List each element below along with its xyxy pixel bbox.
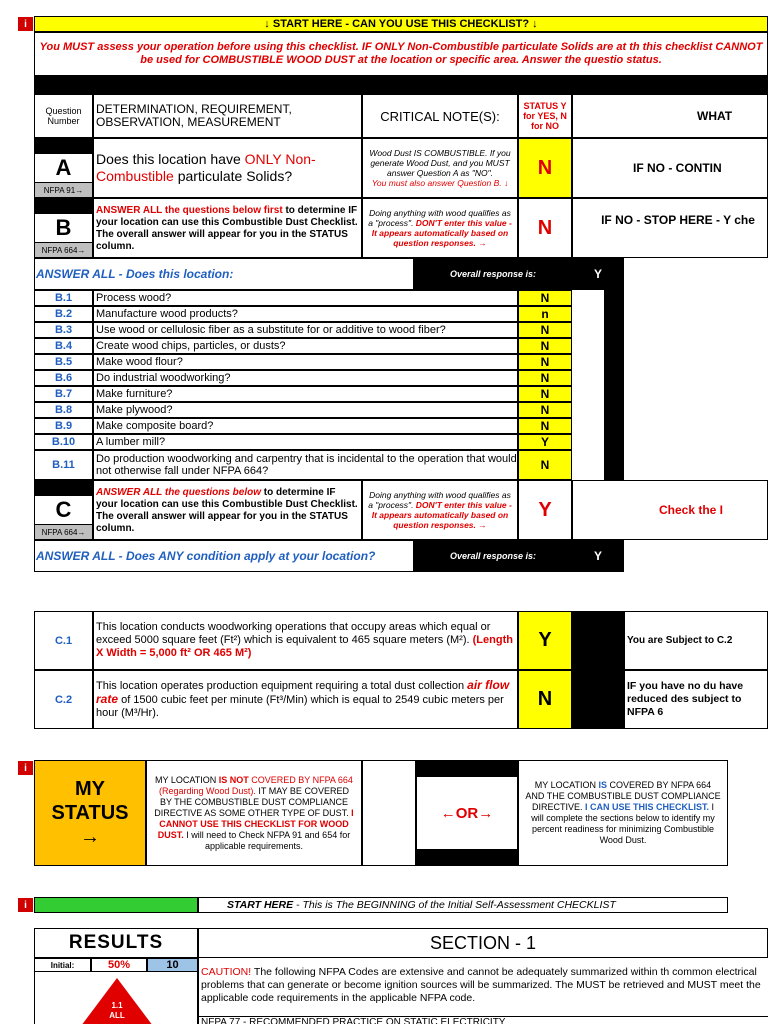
not-covered-red1: IS NOT bbox=[218, 774, 249, 785]
list-item bbox=[34, 290, 572, 306]
initial-label: Initial: bbox=[34, 958, 91, 972]
item-text: Make wood flour? bbox=[93, 354, 518, 370]
section-b-black-bar bbox=[604, 290, 624, 480]
question-a-text bbox=[93, 138, 362, 198]
question-b-post: to determine IF your location can use this Combustible Dust Checklist. The overall answer will appear for you in the STATUS column. bbox=[96, 205, 358, 252]
c2-action: IF you have no du have reduced des subject to NFPA 6 bbox=[624, 670, 768, 729]
item-text: Process wood? bbox=[93, 290, 518, 306]
item-status[interactable]: N bbox=[518, 386, 572, 402]
item-id: B.7 bbox=[34, 386, 93, 402]
c1-text-red: (Length X Width = 5,000 ft² OR 465 M²) bbox=[96, 634, 513, 659]
question-c-red: ANSWER ALL the questions below bbox=[96, 487, 262, 498]
item-id: B.2 bbox=[34, 306, 93, 322]
question-b-action: IF NO - STOP HERE - Y che bbox=[572, 198, 768, 258]
not-covered-red3: I CANNOT USE THIS CHECKLIST FOR WOOD DUST. bbox=[157, 807, 354, 840]
section-c-overall-label: Overall response is: bbox=[414, 540, 572, 572]
question-c-ref[interactable]: NFPA 664→ bbox=[34, 524, 93, 540]
start-info-icon[interactable]: i bbox=[18, 898, 33, 912]
item-id: B.3 bbox=[34, 322, 93, 338]
question-c-black bbox=[34, 480, 93, 496]
initial-percent: 50% bbox=[91, 958, 147, 972]
covered-blue2: I CAN USE THIS CHECKLIST. bbox=[584, 802, 709, 812]
question-a-action: IF NO - CONTIN bbox=[572, 138, 768, 198]
question-a-status[interactable]: N bbox=[518, 138, 572, 198]
list-item bbox=[34, 322, 572, 338]
item-id: B.9 bbox=[34, 418, 93, 434]
c2-status[interactable]: N bbox=[518, 670, 572, 729]
question-b-red: ANSWER ALL the questions below first bbox=[96, 205, 283, 216]
item-status[interactable]: n bbox=[518, 306, 572, 322]
question-a-pre: Does this location have bbox=[96, 151, 245, 167]
covered-blue1: IS bbox=[598, 780, 607, 790]
c2-text-pre: This location operates production equipment requiring a total dust collection bbox=[96, 680, 468, 692]
question-b-text bbox=[93, 198, 362, 258]
list-item bbox=[34, 402, 572, 418]
initial-count: 10 bbox=[147, 958, 198, 972]
question-c-note-black: Doing anything with wood qualifies as a "process". bbox=[368, 490, 511, 510]
my-status-black-bottom bbox=[416, 850, 518, 866]
item-id: B.1 bbox=[34, 290, 93, 306]
question-c-text bbox=[93, 480, 362, 540]
item-id: B.8 bbox=[34, 402, 93, 418]
my-status-title bbox=[34, 760, 146, 866]
item-text: Make furniture? bbox=[93, 386, 518, 402]
self-assessment-banner bbox=[198, 897, 728, 913]
item-text: A lumber mill? bbox=[93, 434, 518, 450]
triangle-label: ALL bbox=[109, 1010, 125, 1020]
list-item bbox=[34, 418, 572, 434]
item-status[interactable]: N bbox=[518, 354, 572, 370]
question-c-post: to determine IF your location can use this Combustible Dust Checklist. The overall answer will appear for you in the STATUS column. bbox=[96, 487, 358, 534]
item-id: B.11 bbox=[34, 450, 93, 480]
list-item bbox=[34, 450, 572, 480]
question-b-letter: B bbox=[34, 214, 93, 242]
covered-post: I will complete the sections below to identify my percent readiness for minimizing Combustible Wood Dust. bbox=[531, 802, 715, 845]
c2-id: C.2 bbox=[34, 670, 93, 729]
start-here-text: - This is The BEGINNING of the Initial Self-Assessment CHECKLIST bbox=[293, 899, 616, 911]
question-number-header: Question Number bbox=[34, 94, 93, 138]
not-covered-red2: COVERED BY NFPA 664 (Regarding Wood Dust). bbox=[159, 774, 353, 796]
item-status[interactable]: N bbox=[518, 450, 572, 480]
item-text: Make plywood? bbox=[93, 402, 518, 418]
item-id: B.4 bbox=[34, 338, 93, 354]
section-b-list bbox=[34, 290, 572, 480]
section-c-black-col bbox=[572, 611, 624, 729]
start-banner: ↓ START HERE - CAN YOU USE THIS CHECKLIST? ↓ bbox=[34, 16, 768, 32]
warning-text: You MUST assess your operation before using this checklist. IF ONLY Non-Combustible particulate Solids are at th this checklist CANNOT be used for COMBUSTIBLE WOOD DUST at the location or specific area. Answer the questio status. bbox=[34, 32, 768, 76]
caution-text bbox=[198, 958, 768, 1016]
item-text: Do production woodworking and carpentry that is incidental to the operation that would not otherwise fall under NFPA 664? bbox=[93, 450, 518, 480]
question-c-status: Y bbox=[518, 480, 572, 540]
item-status[interactable]: N bbox=[518, 290, 572, 306]
question-a-note-red: You must also answer Question B. ↓ bbox=[371, 178, 509, 188]
green-bar bbox=[34, 897, 198, 913]
question-b-black bbox=[34, 198, 93, 214]
section-c-overall-value: Y bbox=[572, 540, 624, 572]
section-b-overall-label: Overall response is: bbox=[414, 258, 572, 290]
question-b-ref[interactable]: NFPA 664→ bbox=[34, 242, 93, 258]
my-status-spacer-left bbox=[362, 760, 416, 866]
critical-notes-header: CRITICAL NOTE(S): bbox=[362, 94, 518, 138]
item-status[interactable]: N bbox=[518, 418, 572, 434]
c1-id: C.1 bbox=[34, 611, 93, 670]
my-status-label: MY STATUS bbox=[51, 778, 129, 824]
question-b-note bbox=[362, 198, 518, 258]
item-status[interactable]: N bbox=[518, 322, 572, 338]
question-b-note-red: DON'T enter this value - It appears automatically based on question responses. → bbox=[371, 218, 512, 248]
item-id: B.5 bbox=[34, 354, 93, 370]
question-c-letter: C bbox=[34, 496, 93, 524]
not-covered-pre: MY LOCATION bbox=[155, 774, 219, 785]
or-arrow: ←OR→ bbox=[416, 776, 518, 850]
c2-text-red: air flow rate bbox=[96, 678, 510, 706]
info-icon[interactable]: i bbox=[18, 17, 33, 31]
question-a-note-black: Wood Dust IS COMBUSTIBLE. If you generate Wood Dust, and you MUST answer Question A as "NO". bbox=[369, 148, 511, 178]
my-status-arrow: → bbox=[80, 826, 100, 848]
caution-label: CAUTION! bbox=[201, 966, 252, 978]
item-status[interactable]: Y bbox=[518, 434, 572, 450]
not-covered-post: I will need to Check NFPA 91 and 654 for applicable requirements. bbox=[183, 829, 351, 851]
caution-body: The following NFPA Codes are extensive and cannot be adequately summarized within th common electrical problems that can generate or become ignition sources will be summarized. The MUST be retrieved and MUST meet the applicable code requirements in the applicable NFPA code. bbox=[201, 966, 761, 1004]
status-header: STATUS Y for YES, N for NO bbox=[518, 94, 572, 138]
item-text: Make composite board? bbox=[93, 418, 518, 434]
item-text: Do industrial woodworking? bbox=[93, 370, 518, 386]
list-item bbox=[34, 386, 572, 402]
question-c-note-red: DON'T enter this value - It appears automatically based on question responses. → bbox=[371, 500, 512, 530]
triangle-box bbox=[34, 972, 198, 1024]
list-item bbox=[34, 370, 572, 386]
list-item bbox=[34, 434, 572, 450]
item-status[interactable]: N bbox=[518, 402, 572, 418]
question-a-black bbox=[34, 138, 93, 154]
question-a-red: ONLY Non-Combustible bbox=[96, 151, 316, 184]
my-status-black-top bbox=[416, 760, 518, 776]
c2-text-main: of 1500 cubic feet per minute (Ft³/Min) which is equal to 2549 cubic meters per hour (M³/Hr). bbox=[96, 694, 504, 719]
item-id: B.10 bbox=[34, 434, 93, 450]
question-a-post: particulate Solids? bbox=[173, 168, 293, 184]
c1-action: You are Subject to C.2 bbox=[624, 611, 768, 670]
c1-text-main: This location conducts woodworking operations that occupy areas which equal or exceed 5000 square feet (Ft²) which is equivalent to 465 square meters (M²). bbox=[96, 621, 491, 646]
covered-mid: COVERED BY NFPA 664 AND THE COMBUSTIBLE DUST COMPLIANCE DIRECTIVE. bbox=[525, 780, 721, 812]
triangle-id: 1.1 bbox=[111, 1000, 123, 1010]
list-item bbox=[34, 354, 572, 370]
question-b-note-black: Doing anything with wood qualifies as a "process". bbox=[368, 208, 511, 228]
c1-status[interactable]: Y bbox=[518, 611, 572, 670]
section-b-overall-value: Y bbox=[572, 258, 624, 290]
not-covered-mid: IT MAY BE COVERED BY THE COMBUSTIBLE DUST COMPLIANCE DIRECTIVE AS SOME OTHER TYPE OF DUST. bbox=[154, 785, 352, 818]
what-header: WHAT bbox=[572, 94, 768, 138]
question-c-note bbox=[362, 480, 518, 540]
item-text: Use wood or cellulosic fiber as a substitute for or additive to wood fiber? bbox=[93, 322, 518, 338]
c1-text bbox=[93, 611, 518, 670]
item-id: B.6 bbox=[34, 370, 93, 386]
item-status[interactable]: N bbox=[518, 338, 572, 354]
results-title: RESULTS bbox=[34, 928, 198, 958]
next-section-line: NFPA 77 - RECOMMENDED PRACTICE ON STATIC ELECTRICITY bbox=[198, 1016, 768, 1024]
question-a-ref[interactable]: NFPA 91→ bbox=[34, 182, 93, 198]
black-divider bbox=[34, 76, 768, 94]
section-c-prompt: ANSWER ALL - Does ANY condition apply at your location? bbox=[34, 540, 414, 572]
question-a-letter: A bbox=[34, 154, 93, 182]
covered-box bbox=[518, 760, 728, 866]
start-here-label: START HERE bbox=[227, 899, 294, 911]
list-item bbox=[34, 338, 572, 354]
question-b-status: N bbox=[518, 198, 572, 258]
item-text: Manufacture wood products? bbox=[93, 306, 518, 322]
section-b-prompt: ANSWER ALL - Does this location: bbox=[34, 258, 414, 290]
list-item bbox=[34, 306, 572, 322]
section-title: SECTION - 1 bbox=[198, 928, 768, 958]
question-a-note bbox=[362, 138, 518, 198]
determination-header: DETERMINATION, REQUIREMENT, OBSERVATION, MEASUREMENT bbox=[93, 94, 362, 138]
item-text: Create wood chips, particles, or dusts? bbox=[93, 338, 518, 354]
item-status[interactable]: N bbox=[518, 370, 572, 386]
covered-pre: MY LOCATION bbox=[534, 780, 599, 790]
not-covered-box bbox=[146, 760, 362, 866]
c2-text bbox=[93, 670, 518, 729]
my-status-info-icon[interactable]: i bbox=[18, 761, 33, 775]
question-c-action: Check the I bbox=[572, 480, 768, 540]
